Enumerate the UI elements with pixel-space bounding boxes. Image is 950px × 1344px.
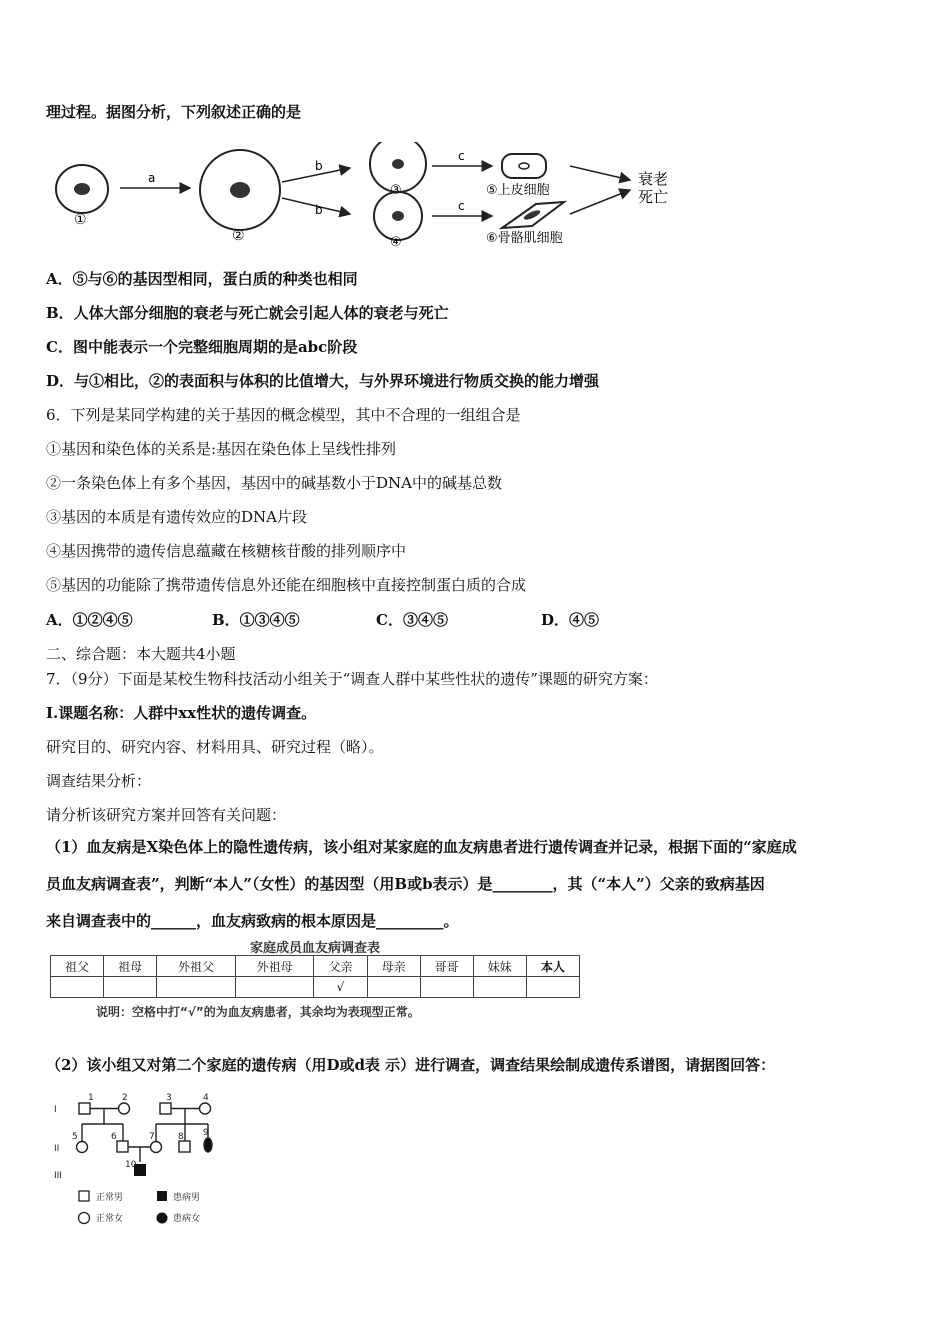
- label-cell-6: ⑥骨骼肌细胞: [486, 231, 563, 246]
- individual-number: 6: [111, 1132, 117, 1142]
- table-header-cell: 哥哥: [420, 956, 473, 977]
- table-header-cell: 母亲: [367, 956, 420, 977]
- individual-number: 4: [203, 1093, 209, 1103]
- q7-analysis: 调查结果分析：: [46, 772, 152, 790]
- pedigree-chart: [48, 1088, 248, 1228]
- individual-7-normal-female: [151, 1142, 162, 1153]
- table-header-cell: 父亲: [314, 956, 367, 977]
- table-value-cell: [367, 977, 420, 998]
- legend-normal-male: 正常男: [96, 1193, 124, 1203]
- individual-9-affected-female: [204, 1138, 212, 1152]
- individual-number: 3: [166, 1093, 172, 1103]
- q7-stem: 7．（9分）下面是某校生物科技活动小组关于“调查人群中某些性状的遗传”课题的研究方案：: [46, 670, 658, 688]
- table-header-cell: 祖母: [104, 956, 157, 977]
- label-cell-4: ④: [390, 235, 402, 248]
- table-header-cell: 外祖母: [235, 956, 314, 977]
- intro-text: 理过程。据图分析，下列叙述正确的是: [46, 103, 302, 121]
- individual-1-normal-male: [79, 1103, 90, 1114]
- q7-part1-line3: 来自调查表中的______，血友病致病的根本原因是_________。: [46, 912, 459, 930]
- q7-part2: （2）该小组又对第二个家庭的遗传病（用D或d表 示）进行调查，调查结果绘制成遗传系谱图，请据图回答：: [46, 1056, 776, 1074]
- cell-5: [502, 154, 546, 178]
- table-value-cell: [473, 977, 526, 998]
- generation-label: I: [54, 1105, 57, 1115]
- individual-number: 5: [72, 1132, 78, 1142]
- label-senescence: 衰老: [638, 170, 669, 188]
- q6-option-a: A．①②④⑤: [46, 611, 133, 629]
- label-b-upper: b: [315, 159, 323, 173]
- label-cell-5: ⑤上皮细胞: [486, 183, 550, 198]
- legend-normal-female-symbol: [79, 1213, 90, 1224]
- label-cell-3: ③: [390, 183, 402, 198]
- legend-affected-female-symbol: [157, 1213, 168, 1224]
- legend-normal-male-symbol: [79, 1191, 89, 1201]
- q6-item-5: ⑤基因的功能除了携带遗传信息外还能在细胞核中直接控制蛋白质的合成: [46, 576, 527, 594]
- label-death: 死亡: [638, 188, 669, 206]
- q5-option-a: A．⑤与⑥的基因型相同，蛋白质的种类也相同: [46, 270, 358, 288]
- individual-2-normal-female: [119, 1103, 130, 1114]
- individual-6-normal-male: [117, 1141, 128, 1152]
- family-survey-table: [50, 955, 580, 998]
- section-2-heading: 二、综合题：本大题共4小题: [46, 645, 236, 663]
- q7-request: 请分析该研究方案并回答有关问题：: [46, 806, 287, 824]
- table-value-cell: [526, 977, 579, 998]
- cell-diagram: [40, 142, 700, 248]
- table-value-cell: [51, 977, 104, 998]
- individual-number: 9: [203, 1128, 209, 1138]
- q7-part1-line1: （1）血友病是X染色体上的隐性遗传病，该小组对某家庭的血友病患者进行遗传调查并记录，根据下面的“家庭成: [46, 838, 797, 856]
- legend-affected-male: 患病男: [173, 1193, 201, 1203]
- table-header-cell: 本人: [526, 956, 579, 977]
- label-cell-1: ①: [74, 212, 87, 228]
- legend-normal-female: 正常女: [96, 1214, 124, 1224]
- individual-number: 8: [178, 1132, 184, 1142]
- q6-item-3: ③基因的本质是有遗传效应的DNA片段: [46, 508, 307, 526]
- table-header-cell: 祖父: [51, 956, 104, 977]
- table-value-row: [51, 977, 580, 998]
- legend-affected-female: 患病女: [173, 1214, 201, 1224]
- q6-item-1: ①基因和染色体的关系是:基因在染色体上呈线性排列: [46, 440, 397, 458]
- generation-label: III: [54, 1171, 62, 1181]
- table-value-cell: [420, 977, 473, 998]
- individual-number: 10: [125, 1160, 137, 1170]
- q5-option-b: B．人体大部分细胞的衰老与死亡就会引起人体的衰老与死亡: [46, 304, 449, 322]
- label-b-lower: b: [315, 203, 323, 217]
- q6-item-4: ④基因携带的遗传信息蕴藏在核糖核苷酸的排列顺序中: [46, 542, 407, 560]
- label-c-lower: c: [458, 199, 465, 213]
- individual-3-normal-male: [160, 1103, 171, 1114]
- table-header-row: [51, 956, 580, 977]
- individual-number: 7: [149, 1132, 155, 1142]
- q6-option-d: D．④⑤: [541, 611, 600, 629]
- legend-affected-male-symbol: [157, 1191, 167, 1201]
- q6-option-c: C．③④⑤: [376, 611, 448, 629]
- individual-8-normal-male: [179, 1141, 190, 1152]
- table-value-cell: √: [314, 977, 367, 998]
- table-header-cell: 妹妹: [473, 956, 526, 977]
- q7-purpose: 研究目的、研究内容、材料用具、研究过程（略）。: [46, 738, 384, 756]
- individual-4-normal-female: [200, 1103, 211, 1114]
- table-value-cell: [104, 977, 157, 998]
- q6-option-b: B．①③④⑤: [212, 611, 300, 629]
- label-c-upper: c: [458, 149, 465, 163]
- q7-title-line: I.课题名称：人群中xx性状的遗传调查。: [46, 704, 317, 722]
- family-table-title: 家庭成员血友病调查表: [250, 941, 381, 956]
- table-value-cell: [157, 977, 236, 998]
- generation-label: II: [54, 1144, 60, 1154]
- individual-number: 2: [122, 1093, 128, 1103]
- label-a: a: [148, 171, 156, 185]
- label-cell-2: ②: [232, 228, 245, 244]
- q5-option-c: C．图中能表示一个完整细胞周期的是abc阶段: [46, 338, 358, 356]
- table-value-cell: [235, 977, 314, 998]
- table-header-cell: 外祖父: [157, 956, 236, 977]
- q5-option-d: D．与①相比，②的表面积与体积的比值增大，与外界环境进行物质交换的能力增强: [46, 372, 600, 390]
- individual-number: 1: [88, 1093, 94, 1103]
- q6-item-2: ②一条染色体上有多个基因，基因中的碱基数小于DNA中的碱基总数: [46, 474, 502, 492]
- q7-part1-line2: 员血友病调查表”，判断“本人”（女性）的基因型（用B或b表示）是________，其（“本人”）父亲的致病基因: [46, 875, 765, 893]
- individual-5-normal-female: [77, 1142, 88, 1153]
- family-table-note: 说明：空格中打“√”的为血友病患者，其余均为表现型正常。: [96, 1005, 420, 1019]
- q6-stem: 6．下列是某同学构建的关于基因的概念模型，其中不合理的一组组合是: [46, 406, 521, 424]
